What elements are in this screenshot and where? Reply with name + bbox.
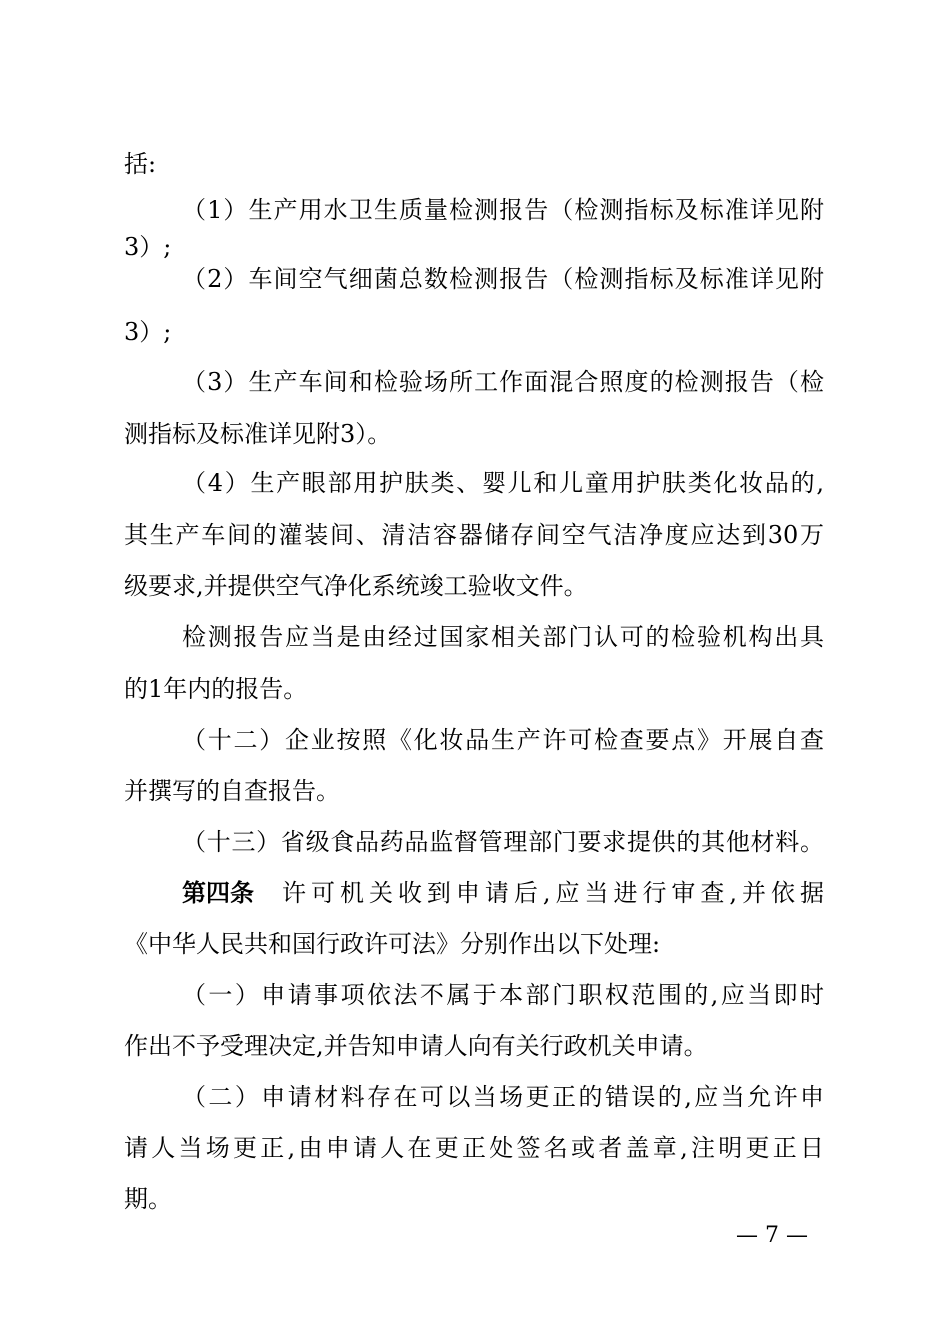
text-line-16: 许可机关收到申请后,应当进行审查,并依据 bbox=[282, 879, 824, 907]
text-line-19: 作出不予受理决定,并告知申请人向有关行政机关申请。 bbox=[124, 1032, 708, 1060]
page-number: — 7 — bbox=[736, 1223, 808, 1248]
text-line-7: 测指标及标准详见附3）。 bbox=[124, 420, 392, 448]
text-line-11: 检测报告应当是由经过国家相关部门认可的检验机构出具 bbox=[182, 623, 824, 651]
text-line-13: （十二）企业按照《化妆品生产许可检查要点》开展自查 bbox=[182, 726, 824, 754]
text-line-2: （1）生产用水卫生质量检测报告（检测指标及标准详见附 bbox=[182, 196, 824, 224]
text-line-22: 期。 bbox=[124, 1185, 172, 1213]
text-line-4: （2）车间空气细菌总数检测报告（检测指标及标准详见附 bbox=[182, 265, 824, 293]
text-line-15: （十三）省级食品药品监督管理部门要求提供的其他材料。 bbox=[182, 828, 824, 856]
text-line-3: 3）; bbox=[124, 233, 172, 261]
text-line-18: （一）申请事项依法不属于本部门职权范围的,应当即时 bbox=[182, 981, 824, 1009]
text-line-6: （3）生产车间和检验场所工作面混合照度的检测报告（检 bbox=[182, 368, 824, 396]
text-line-5: 3）; bbox=[124, 318, 172, 346]
text-line-9: 其生产车间的灌装间、清洁容器储存间空气洁净度应达到30万 bbox=[124, 521, 824, 549]
text-line-20: （二）申请材料存在可以当场更正的错误的,应当允许申 bbox=[182, 1083, 824, 1111]
text-line-8: （4）生产眼部用护肤类、婴儿和儿童用护肤类化妆品的, bbox=[182, 469, 824, 497]
text-line-12: 的1年内的报告。 bbox=[124, 675, 308, 703]
article-heading: 第四条 bbox=[182, 878, 254, 907]
text-line-10: 级要求,并提供空气净化系统竣工验收文件。 bbox=[124, 572, 588, 600]
text-line-14: 并撰写的自查报告。 bbox=[124, 777, 340, 805]
text-line-21: 请人当场更正,由申请人在更正处签名或者盖章,注明更正日 bbox=[124, 1134, 824, 1162]
text-line-1: 括: bbox=[124, 150, 157, 178]
text-line-17: 《中华人民共和国行政许可法》分别作出以下处理: bbox=[124, 930, 661, 958]
